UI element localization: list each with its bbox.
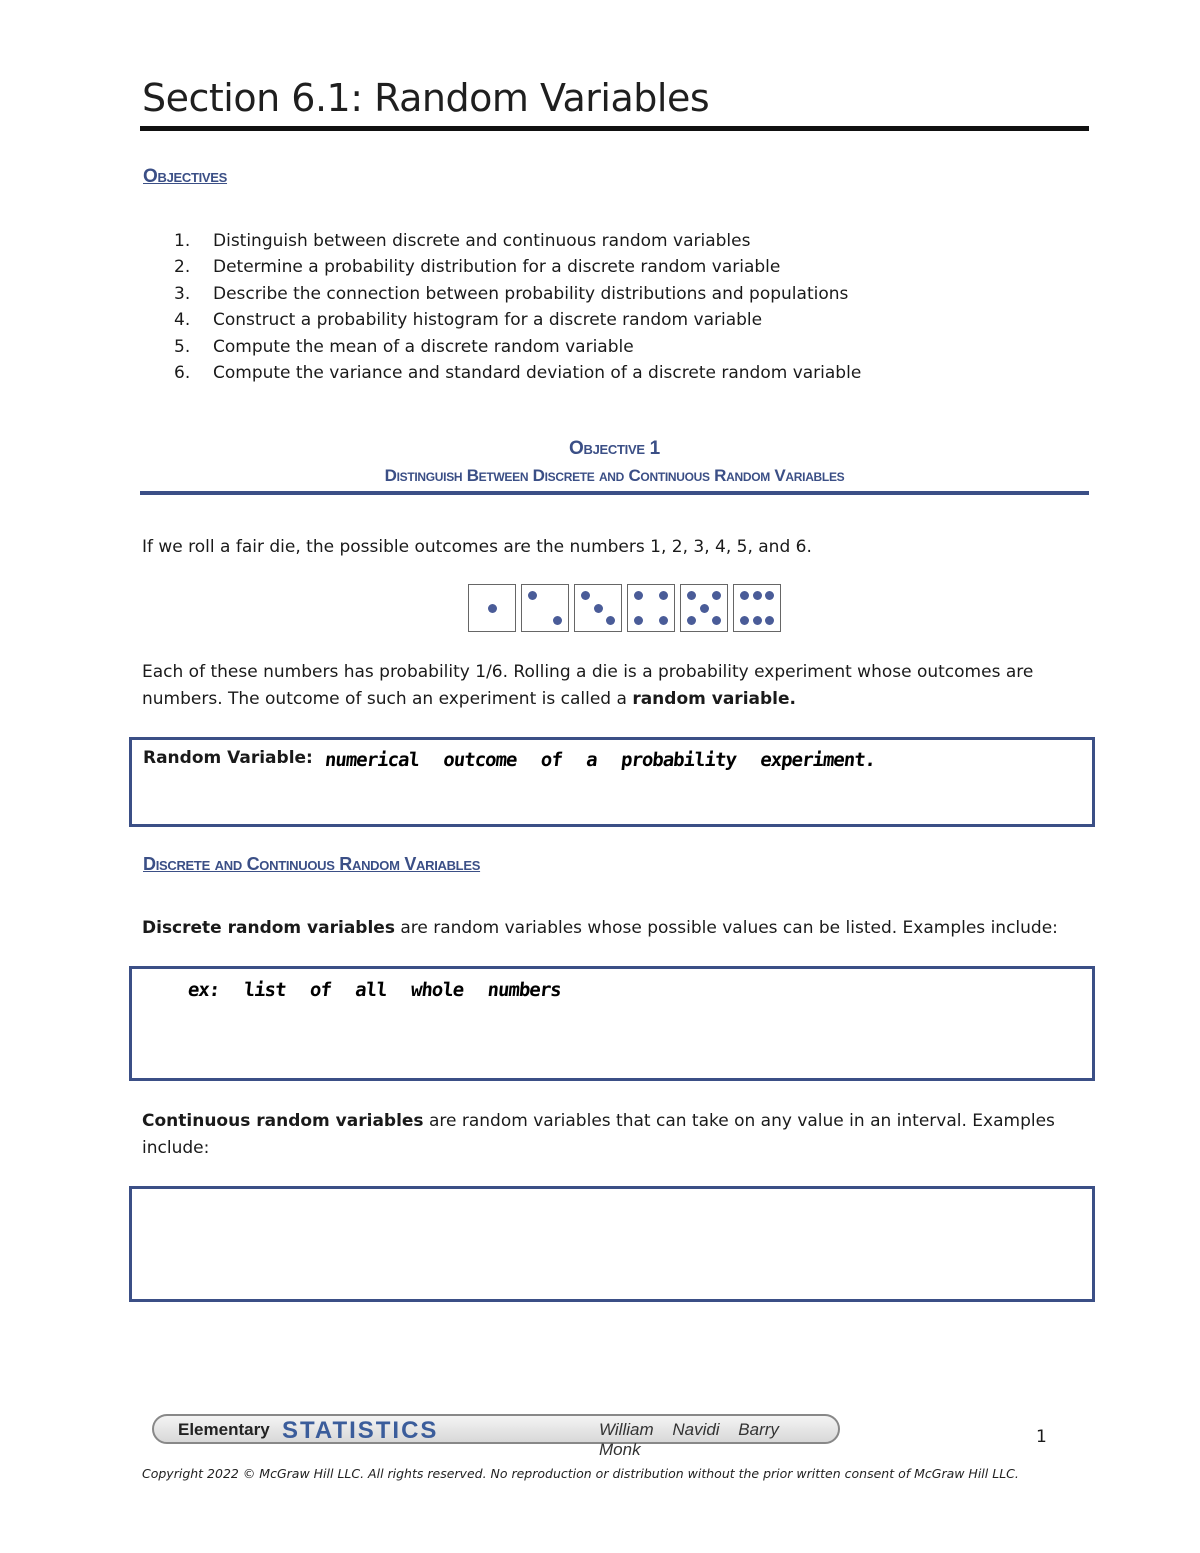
continuous-examples-box[interactable] [129,1186,1095,1302]
bold-term: random variable. [632,689,796,709]
die-pip [606,616,615,625]
discrete-term: Discrete random variables [142,918,395,938]
section-rule [140,491,1089,495]
die-pip [765,591,774,600]
discrete-paragraph [142,915,1082,942]
handwritten-discrete-example: ex: list of all whole numbers [186,979,562,1001]
die-pip [488,604,497,613]
objective-item [174,254,861,280]
paragraph-text: Each of these numbers has probability 1/6. Rolling a die is a probability experiment whose outcomes are numbers. The outcome of such an experiment is called a [142,662,1034,709]
objective-number: 4. [174,310,191,331]
book-title-word2: STATISTICS [282,1417,439,1444]
die-face-4 [627,584,675,632]
die-pip [740,616,749,625]
objectives-heading: Objectives [143,166,228,187]
objective1-label: Objective 1 [569,438,660,459]
objective-item [174,307,861,333]
die-face-5 [680,584,728,632]
continuous-text: are random variables that can take on any value in an interval. Examples include: [142,1111,1055,1158]
discrete-examples-box[interactable] [129,966,1095,1081]
continuous-term: Continuous random variables [142,1111,424,1131]
die-pip [687,616,696,625]
objective-number: 1. [174,231,191,251]
die-face-3 [574,584,622,632]
die-face-1 [468,584,516,632]
objective-text: Determine a probability distribution for a discrete random variable [213,257,781,278]
intro-paragraph: If we roll a fair die, the possible outcomes are the numbers 1, 2, 3, 4, 5, and 6. [142,537,812,557]
objective-text: Distinguish between discrete and continuous random variables [213,231,751,251]
random-variable-paragraph [142,659,1082,713]
objective-text: Compute the variance and standard deviation of a discrete random variable [213,363,862,384]
die-pip [659,591,668,600]
objectives-list [174,228,861,386]
continuous-paragraph [142,1108,1082,1162]
page-number: 1 [1036,1427,1047,1447]
die-pip [659,616,668,625]
die-pip [634,616,643,625]
title-rule [140,126,1089,131]
random-variable-label: Random Variable: [143,748,313,768]
objective-number: 5. [174,336,191,357]
dice-row [468,584,781,632]
objective-item [174,281,861,307]
die-pip [528,591,537,600]
copyright-notice: Copyright 2022 © McGraw Hill LLC. All rights reserved. No reproduction or distribution without the prior written consent of McGraw Hill LLC. [142,1466,1019,1481]
page-title: Section 6.1: Random Variables [142,76,710,120]
die-pip [700,604,709,613]
die-pip [765,616,774,625]
objective-item [174,228,861,254]
die-pip [712,616,721,625]
die-pip [594,604,603,613]
objective1-subtitle: Distinguish Between Discrete and Continuous Random Variables [384,466,845,485]
book-authors: William Navidi Barry Monk [599,1420,779,1459]
objective-text: Compute the mean of a discrete random variable [213,336,634,357]
objective-text: Construct a probability histogram for a discrete random variable [213,310,763,331]
objective-item [174,360,861,386]
objective-number: 3. [174,283,191,304]
handwritten-definition: numerical outcome of a probability experiment. [323,749,877,771]
objective-item [174,334,861,360]
die-pip [753,591,762,600]
discrete-text: are random variables whose possible values can be listed. Examples include: [394,918,1058,938]
die-face-6 [733,584,781,632]
die-pip [634,591,643,600]
book-banner [152,1414,840,1459]
discrete-continuous-heading: Discrete and Continuous Random Variables [143,854,481,874]
die-pip [740,591,749,600]
objective-text: Describe the connection between probability distributions and populations [213,283,849,304]
die-pip [687,591,696,600]
objective-number: 6. [174,363,191,384]
book-title-word1: Elementary [178,1420,270,1439]
die-pip [753,616,762,625]
die-pip [581,591,590,600]
objective-number: 2. [174,257,191,278]
random-variable-box[interactable] [129,737,1095,827]
die-pip [553,616,562,625]
die-pip [712,591,721,600]
die-face-2 [521,584,569,632]
